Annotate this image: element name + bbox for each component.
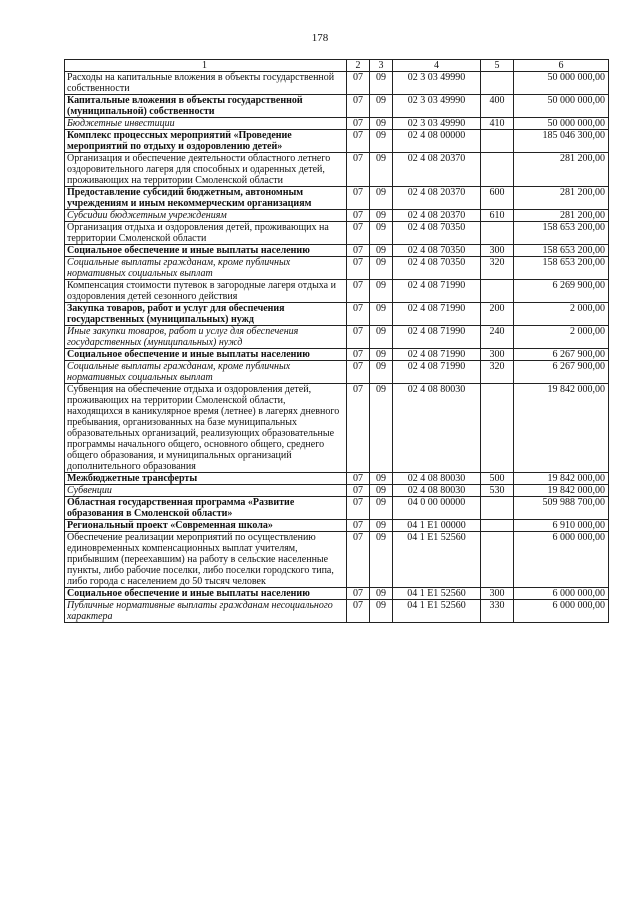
table-header-row — [65, 60, 609, 72]
row-expense-type: 410 — [481, 118, 514, 130]
table-row — [65, 187, 609, 210]
row-target-code: 02 4 08 20370 — [393, 153, 481, 187]
header-col-5: 5 — [481, 60, 514, 72]
table-row — [65, 600, 609, 623]
row-subsection: 09 — [370, 326, 393, 349]
row-expense-type: 300 — [481, 588, 514, 600]
row-expense-type: 500 — [481, 473, 514, 485]
row-name: Социальное обеспечение и иные выплаты населению — [65, 588, 347, 600]
row-amount: 19 842 000,00 — [514, 384, 609, 473]
row-subsection: 09 — [370, 473, 393, 485]
row-amount: 19 842 000,00 — [514, 485, 609, 497]
row-amount: 6 000 000,00 — [514, 532, 609, 588]
row-amount: 281 200,00 — [514, 187, 609, 210]
row-amount: 50 000 000,00 — [514, 95, 609, 118]
row-name: Закупка товаров, работ и услуг для обеспечения государственных (муниципальных) нужд — [65, 303, 347, 326]
row-name: Публичные нормативные выплаты гражданам несоциального характера — [65, 600, 347, 623]
row-section: 07 — [347, 153, 370, 187]
row-amount: 158 653 200,00 — [514, 222, 609, 245]
row-section: 07 — [347, 532, 370, 588]
table-row — [65, 361, 609, 384]
row-target-code: 04 0 00 00000 — [393, 497, 481, 520]
row-section: 07 — [347, 384, 370, 473]
row-expense-type: 240 — [481, 326, 514, 349]
row-name: Субвенция на обеспечение отдыха и оздоровления детей, проживающих на территории Смоленской области, находящихся в каникулярное время (летнее) в лагерях дневного пребывания, организованных на базе муниципальных образовательных организаций, реализующих образовательные программы начального общего, основного общего, среднего общего образования, и муниципальных организаций дополнительного образования — [65, 384, 347, 473]
table-row — [65, 280, 609, 303]
row-target-code: 02 4 08 00000 — [393, 130, 481, 153]
row-target-code: 02 4 08 71990 — [393, 349, 481, 361]
row-name: Областная государственная программа «Развитие образования в Смоленской области» — [65, 497, 347, 520]
row-expense-type — [481, 280, 514, 303]
table-row — [65, 245, 609, 257]
row-section: 07 — [347, 473, 370, 485]
table-row — [65, 118, 609, 130]
row-section: 07 — [347, 600, 370, 623]
row-target-code: 02 4 08 80030 — [393, 485, 481, 497]
header-col-6: 6 — [514, 60, 609, 72]
row-subsection: 09 — [370, 361, 393, 384]
table-row — [65, 222, 609, 245]
row-amount: 6 000 000,00 — [514, 588, 609, 600]
header-col-2: 2 — [347, 60, 370, 72]
row-name: Субвенции — [65, 485, 347, 497]
row-subsection: 09 — [370, 532, 393, 588]
row-amount: 50 000 000,00 — [514, 118, 609, 130]
row-amount: 6 267 900,00 — [514, 361, 609, 384]
row-target-code: 02 4 08 70350 — [393, 245, 481, 257]
row-subsection: 09 — [370, 187, 393, 210]
row-amount: 6 267 900,00 — [514, 349, 609, 361]
row-expense-type — [481, 72, 514, 95]
row-expense-type: 300 — [481, 245, 514, 257]
row-name: Иные закупки товаров, работ и услуг для обеспечения государственных (муниципальных) нужд — [65, 326, 347, 349]
table-row — [65, 257, 609, 280]
row-target-code: 02 4 08 80030 — [393, 473, 481, 485]
row-expense-type — [481, 153, 514, 187]
row-subsection: 09 — [370, 72, 393, 95]
row-amount: 50 000 000,00 — [514, 72, 609, 95]
row-name: Межбюджетные трансферты — [65, 473, 347, 485]
row-subsection: 09 — [370, 497, 393, 520]
row-section: 07 — [347, 361, 370, 384]
row-amount: 6 269 900,00 — [514, 280, 609, 303]
row-section: 07 — [347, 326, 370, 349]
row-amount: 158 653 200,00 — [514, 245, 609, 257]
row-expense-type — [481, 520, 514, 532]
row-expense-type: 530 — [481, 485, 514, 497]
row-subsection: 09 — [370, 118, 393, 130]
row-subsection: 09 — [370, 210, 393, 222]
row-subsection: 09 — [370, 588, 393, 600]
row-section: 07 — [347, 245, 370, 257]
row-expense-type: 400 — [481, 95, 514, 118]
row-target-code: 04 1 E1 52560 — [393, 532, 481, 588]
row-target-code: 02 4 08 20370 — [393, 210, 481, 222]
row-section: 07 — [347, 118, 370, 130]
row-expense-type — [481, 384, 514, 473]
table-row — [65, 520, 609, 532]
row-expense-type: 610 — [481, 210, 514, 222]
row-subsection: 09 — [370, 303, 393, 326]
row-subsection: 09 — [370, 130, 393, 153]
row-expense-type — [481, 497, 514, 520]
row-amount: 158 653 200,00 — [514, 257, 609, 280]
row-target-code: 02 4 08 70350 — [393, 257, 481, 280]
table-row — [65, 497, 609, 520]
table-row — [65, 72, 609, 95]
row-target-code: 02 4 08 20370 — [393, 187, 481, 210]
row-section: 07 — [347, 72, 370, 95]
header-col-4: 4 — [393, 60, 481, 72]
header-col-3: 3 — [370, 60, 393, 72]
row-section: 07 — [347, 497, 370, 520]
row-expense-type: 320 — [481, 361, 514, 384]
table-row — [65, 130, 609, 153]
row-expense-type: 300 — [481, 349, 514, 361]
row-section: 07 — [347, 303, 370, 326]
row-section: 07 — [347, 280, 370, 303]
table-row — [65, 153, 609, 187]
row-section: 07 — [347, 588, 370, 600]
row-target-code: 02 4 08 71990 — [393, 326, 481, 349]
table-body — [65, 60, 609, 623]
table-row — [65, 485, 609, 497]
row-name: Комплекс процессных мероприятий «Проведение мероприятий по отдыху и оздоровлению детей» — [65, 130, 347, 153]
row-subsection: 09 — [370, 600, 393, 623]
row-section: 07 — [347, 257, 370, 280]
row-amount: 185 046 300,00 — [514, 130, 609, 153]
row-name: Социальные выплаты гражданам, кроме публичных нормативных социальных выплат — [65, 257, 347, 280]
row-target-code: 02 3 03 49990 — [393, 72, 481, 95]
row-amount: 281 200,00 — [514, 153, 609, 187]
row-amount: 509 988 700,00 — [514, 497, 609, 520]
row-expense-type: 200 — [481, 303, 514, 326]
table-row — [65, 326, 609, 349]
table-row — [65, 210, 609, 222]
row-section: 07 — [347, 187, 370, 210]
row-name: Организация отдыха и оздоровления детей, проживающих на территории Смоленской области — [65, 222, 347, 245]
row-name: Социальное обеспечение и иные выплаты населению — [65, 245, 347, 257]
row-name: Региональный проект «Современная школа» — [65, 520, 347, 532]
row-name: Бюджетные инвестиции — [65, 118, 347, 130]
row-name: Социальные выплаты гражданам, кроме публичных нормативных социальных выплат — [65, 361, 347, 384]
table-row — [65, 532, 609, 588]
row-target-code: 02 3 03 49990 — [393, 95, 481, 118]
row-name: Обеспечение реализации мероприятий по осуществлению единовременных компенсационных выплат учителям, прибывшим (переехавшим) на работу в сельские населенные пункты, либо рабочие поселки, либо поселки городского типа, либо города с населением до 50 тысяч человек — [65, 532, 347, 588]
row-subsection: 09 — [370, 257, 393, 280]
row-section: 07 — [347, 520, 370, 532]
row-name: Субсидии бюджетным учреждениям — [65, 210, 347, 222]
table-row — [65, 588, 609, 600]
row-target-code: 02 3 03 49990 — [393, 118, 481, 130]
row-name: Капитальные вложения в объекты государственной (муниципальной) собственности — [65, 95, 347, 118]
table-row — [65, 384, 609, 473]
row-amount: 6 910 000,00 — [514, 520, 609, 532]
row-target-code: 02 4 08 71990 — [393, 361, 481, 384]
row-name: Организация и обеспечение деятельности областного летнего оздоровительного лагеря для способных и одаренных детей, проживающих на территории Смоленской области — [65, 153, 347, 187]
row-section: 07 — [347, 95, 370, 118]
row-expense-type — [481, 130, 514, 153]
row-subsection: 09 — [370, 485, 393, 497]
row-name: Расходы на капитальные вложения в объекты государственной собственности — [65, 72, 347, 95]
row-subsection: 09 — [370, 384, 393, 473]
budget-table — [64, 59, 609, 623]
row-target-code: 04 1 E1 52560 — [393, 600, 481, 623]
row-amount: 2 000,00 — [514, 326, 609, 349]
row-expense-type: 600 — [481, 187, 514, 210]
row-name: Социальное обеспечение и иные выплаты населению — [65, 349, 347, 361]
row-target-code: 04 1 E1 00000 — [393, 520, 481, 532]
row-expense-type: 330 — [481, 600, 514, 623]
row-subsection: 09 — [370, 520, 393, 532]
table-row — [65, 349, 609, 361]
row-amount: 19 842 000,00 — [514, 473, 609, 485]
table-row — [65, 473, 609, 485]
row-target-code: 04 1 E1 52560 — [393, 588, 481, 600]
row-expense-type — [481, 222, 514, 245]
table-row — [65, 95, 609, 118]
table-row — [65, 303, 609, 326]
row-subsection: 09 — [370, 222, 393, 245]
row-section: 07 — [347, 130, 370, 153]
row-target-code: 02 4 08 71990 — [393, 280, 481, 303]
row-subsection: 09 — [370, 153, 393, 187]
header-col-1: 1 — [65, 60, 347, 72]
page-number: 178 — [311, 32, 329, 44]
row-name: Предоставление субсидий бюджетным, автономным учреждениям и иным некоммерческим организациям — [65, 187, 347, 210]
row-expense-type — [481, 532, 514, 588]
row-amount: 6 000 000,00 — [514, 600, 609, 623]
row-expense-type: 320 — [481, 257, 514, 280]
row-subsection: 09 — [370, 95, 393, 118]
row-target-code: 02 4 08 80030 — [393, 384, 481, 473]
row-amount: 281 200,00 — [514, 210, 609, 222]
row-name: Компенсация стоимости путевок в загородные лагеря отдыха и оздоровления детей сезонного действия — [65, 280, 347, 303]
row-target-code: 02 4 08 70350 — [393, 222, 481, 245]
row-amount: 2 000,00 — [514, 303, 609, 326]
row-section: 07 — [347, 349, 370, 361]
row-section: 07 — [347, 210, 370, 222]
row-subsection: 09 — [370, 349, 393, 361]
row-section: 07 — [347, 485, 370, 497]
row-subsection: 09 — [370, 245, 393, 257]
row-subsection: 09 — [370, 280, 393, 303]
row-target-code: 02 4 08 71990 — [393, 303, 481, 326]
row-section: 07 — [347, 222, 370, 245]
